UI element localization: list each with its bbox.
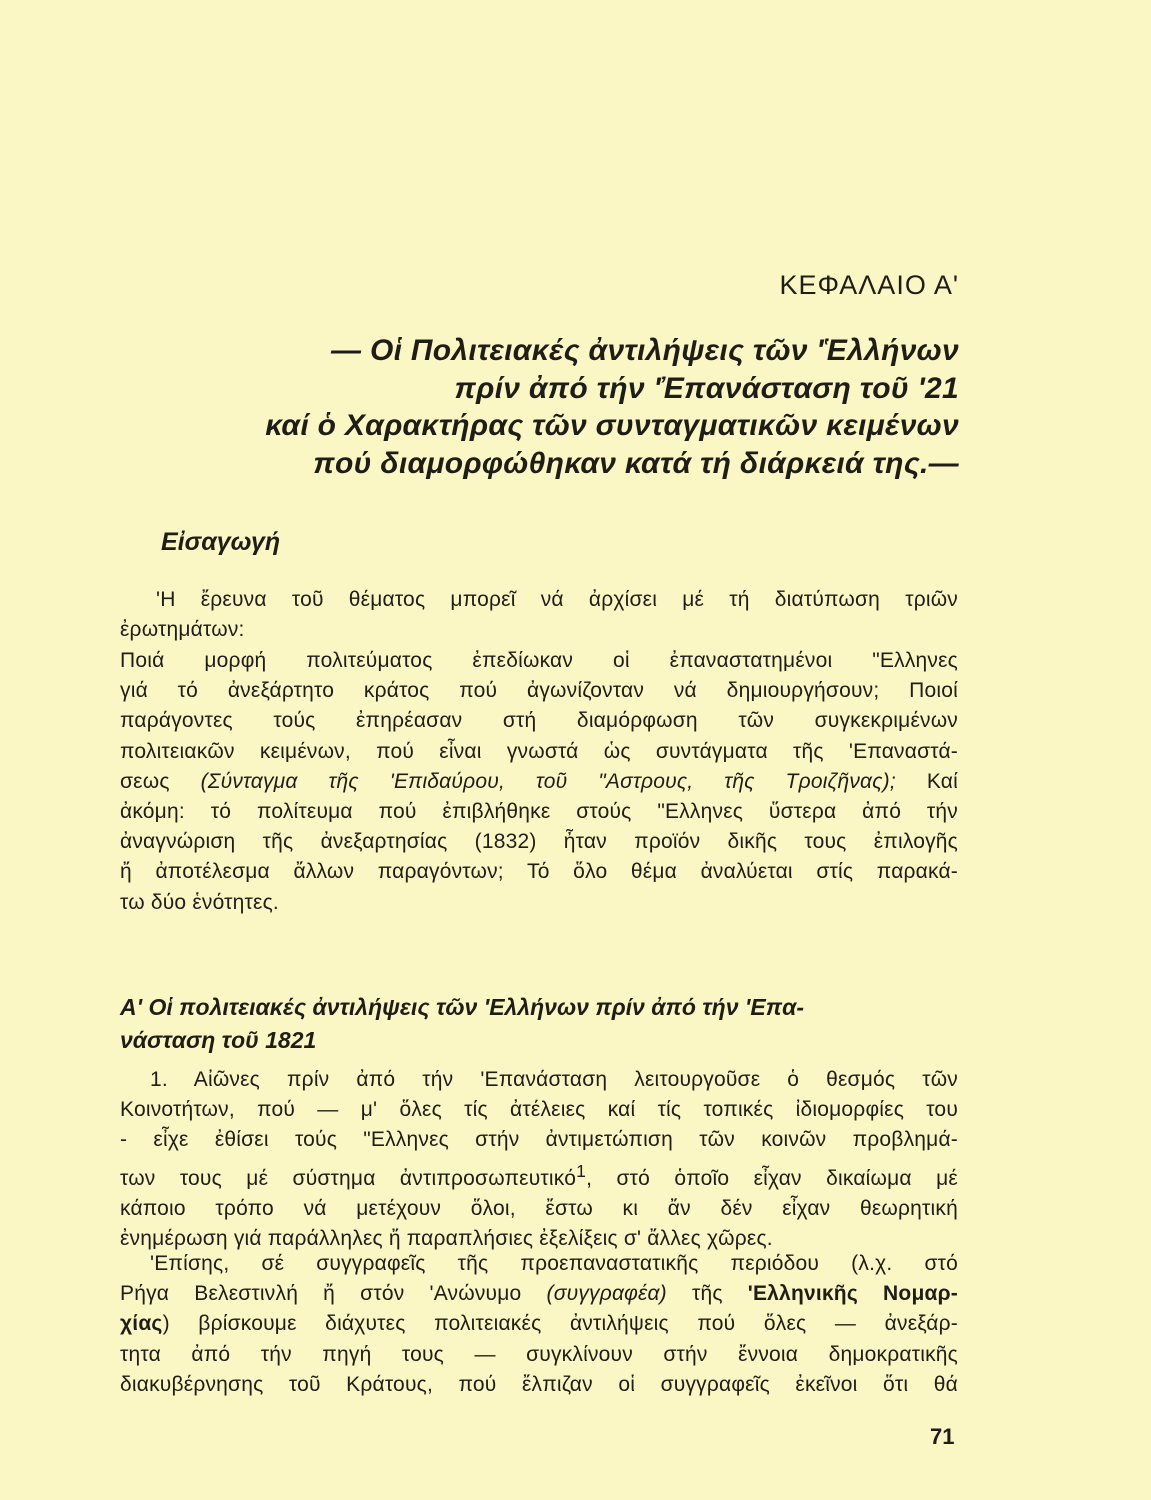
text-line: κάποιο τρόπο νά μετέχουν ὅλοι, ἔστω κι ἄν δέν εἶχαν θεωρητική (120, 1196, 958, 1220)
text-run: , στό ὁποῖο εἶχαν δικαίωμα μέ (586, 1166, 958, 1190)
bold-title: 'Ελληνικῆς Νομαρ- (747, 1282, 958, 1306)
intro-paragraph-2 (120, 646, 958, 918)
chapter-title-line: πρίν ἀπό τήν 'Ἐπανάσταση τοῦ '21 (454, 371, 959, 405)
intro-paragraph-1 (120, 585, 958, 645)
text-line: ἤ ἀποτέλεσμα ἄλλων παραγόντων; Τό ὅλο θέμα ἀναλύεται στίς παρακά- (120, 860, 958, 884)
section-paragraph-2 (120, 1249, 958, 1400)
text-line: Κοινοτήτων, πού — μ' ὅλες τίς ἀτέλειες καί τίς τοπικές ἰδιομορφίες του (120, 1098, 958, 1122)
chapter-title-line: καί ὁ Χαρακτήρας τῶν συνταγματικῶν κειμένων (265, 409, 959, 442)
bold-title: χίας (120, 1312, 163, 1336)
text-line: 1. Αἰῶνες πρίν ἀπό τήν 'Επανάσταση λειτουργοῦσε ὁ θεσμός τῶν (150, 1068, 958, 1091)
footnote-marker: 1 (576, 1160, 587, 1181)
text-run: Ρήγα Βελεστινλή ἤ στόν 'Ανώνυμο (120, 1282, 547, 1306)
text-line (120, 1309, 958, 1339)
text-line (120, 767, 958, 797)
text-line: πολιτειακῶν κειμένων, πού εἶναι γνωστά ὡς συντάγματα τῆς 'Επαναστά- (120, 739, 958, 763)
text-run: Καί (895, 769, 958, 793)
text-run: ) βρίσκουμε διάχυτες πολιτειακές ἀντιλήψεις πού ὅλες — ἀνεξάρ- (162, 1312, 958, 1336)
text-run: σεως (120, 769, 201, 793)
italic-citation: (Σύνταγμα τῆς 'Επιδαύρου, τοῦ "Αστρους, τῆς Τροιζῆνας); (200, 769, 896, 793)
text-line: τω δύο ἑνότητες. (120, 890, 279, 914)
text-line: 'Η ἔρευνα τοῦ θέματος μπορεῖ νά ἀρχίσει μέ τή διατύπωση τριῶν (156, 588, 958, 611)
text-line: παράγοντες τούς ἐπηρέασαν στή διαμόρφωση τῶν συγκεκριμένων (120, 709, 958, 733)
italic-text: (συγγραφέα) (546, 1282, 667, 1306)
text-line: ἐρωτημάτων: (120, 618, 245, 642)
text-line: ἀναγνώριση τῆς ἀνεξαρτησίας (1832) ἦταν προϊόν δικῆς τους ἐπιλογῆς (120, 830, 958, 854)
text-run: των τους μέ σύστημα ἀντιπροσωπευτικό (120, 1166, 577, 1190)
text-line (120, 1279, 958, 1309)
text-run: τῆς (666, 1282, 748, 1306)
text-line: τητα ἀπό τήν πηγή τους — συγκλίνουν στήν ἔννοια δημοκρατικῆς (120, 1342, 958, 1366)
section-title-line: Α' Οἱ πολιτειακές ἀντιλήψεις τῶν 'Ελλήνων πρίν ἀπό τήν 'Επα- (120, 994, 805, 1020)
text-line: ἀκόμη: τό πολίτευμα πού ἐπιβλήθηκε στούς "Ελληνες ὕστερα ἀπό τήν (120, 800, 958, 824)
chapter-title (199, 332, 959, 482)
intro-heading: Εἰσαγωγή (161, 528, 281, 556)
section-title-line: νάσταση τοῦ 1821 (120, 1027, 317, 1053)
text-line: - εἶχε ἐθίσει τούς "Ελληνες στήν ἀντιμετώπιση τῶν κοινῶν προβλημά- (120, 1128, 958, 1152)
chapter-title-line: — Οἱ Πολιτειακές ἀντιλήψεις τῶν 'Ἑλλήνων (331, 334, 959, 367)
text-line: 'Επίσης, σέ συγγραφεῖς τῆς προεπαναστατικῆς περιόδου (λ.χ. στό (150, 1252, 958, 1275)
text-line: γιά τό ἀνεξάρτητο κράτος πού ἀγωνίζονταν νά δημιουργήσουν; Ποιοί (120, 679, 958, 703)
section-paragraph-1 (120, 1065, 958, 1254)
text-line: ἐνημέρωση γιά παράλληλες ἤ παραπλήσιες ἐξελίξεις σ' ἄλλες χῶρες. (120, 1227, 773, 1251)
page-number: 71 (930, 1424, 955, 1449)
chapter-title-line: πού διαμορφώθηκαν κατά τή διάρκειά της.— (313, 446, 959, 480)
chapter-label: ΚΕΦΑΛΑΙΟ Α' (779, 270, 959, 300)
text-line: διακυβέρνησης τοῦ Κράτους, πού ἔλπιζαν οἱ συγγραφεῖς ἐκεῖνοι ὅτι θά (120, 1372, 958, 1396)
text-line: Ποιά μορφή πολιτεύματος ἐπεδίωκαν οἱ ἐπαναστατημένοι "Ελληνες (120, 649, 958, 672)
text-line (120, 1156, 958, 1194)
section-title (120, 991, 960, 1057)
